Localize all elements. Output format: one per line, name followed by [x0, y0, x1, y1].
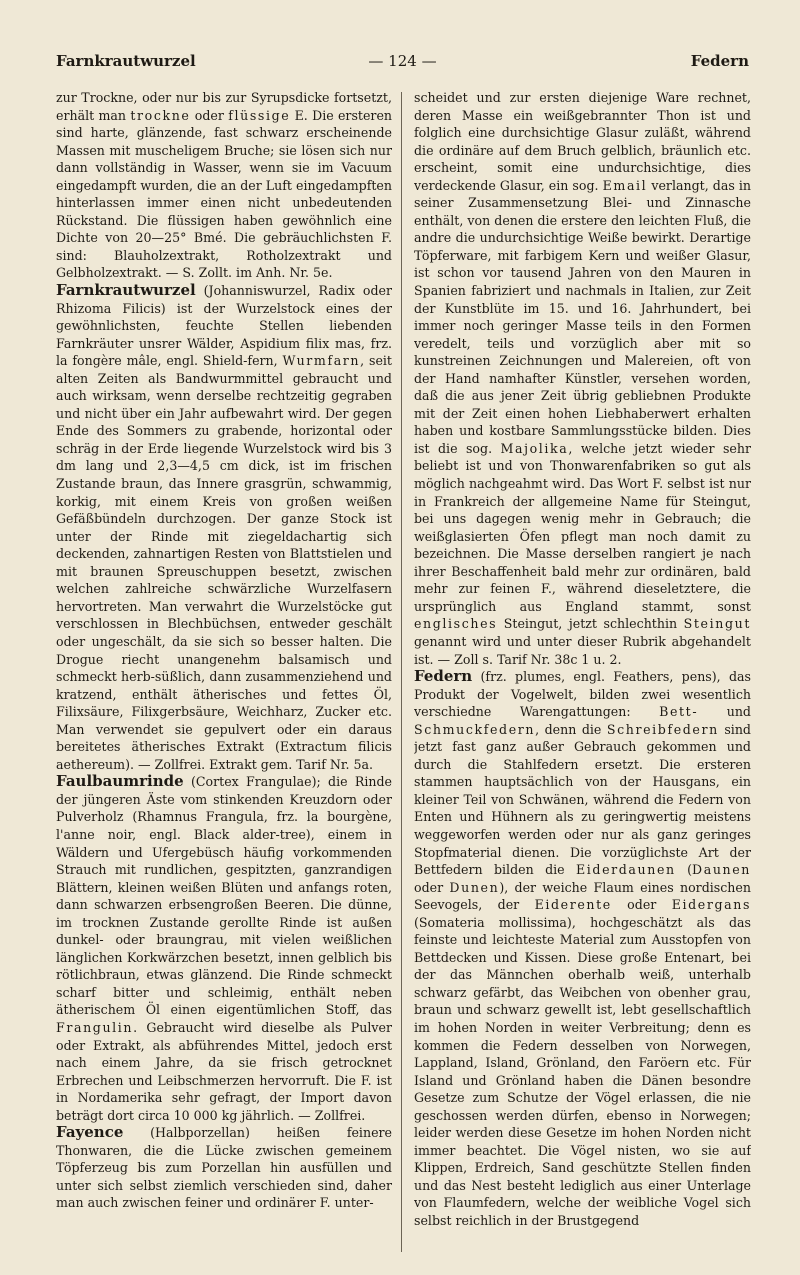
text-run: Steingut, jetzt schlechthin — [497, 616, 684, 632]
spaced-term: Frangulin — [56, 1019, 134, 1035]
spaced-term: flüssige — [228, 107, 291, 123]
entry-federn — [414, 668, 751, 1230]
header-left-keyword: Farnkrautwurzel — [56, 52, 196, 70]
text-run: , seit alten Zeiten als Bandwurmmittel gebraucht und auch wirksam, wenn derselbe rechtzeitig gegraben und nicht über ein Jahr aufbewahrt wird. Der gegen Ende des Sommers zu grabende, horizontal oder schräg in der Erde liegende Wurzelstock wird bis 3 dm lang und 2,3—4,5 cm dick, ist im frischen Zustande braun, das Innere grasgrün, schwammig, korkig, mit einem Kreis von großen weißen Gefäßbündeln durchzogen. Der ganze Stock ist unter der Rinde mit ziegeldachartig sich deckenden, zahnartigen Resten von Blattstielen und mit braunen Spreuschuppen besetzt, zwischen welchen zahlreiche schwärzliche Wurzelfasern hervortreten. Man verwahrt die Wurzelstöcke gut verschlossen in Blechbüchsen, entweder geschält oder ungeschält, da sie sich so besser halten. Die Drogue riecht unangenehm balsamisch und schmeckt herb-süßlich, dann zusammenziehend und kratzend, enthält ätherisches und fettes Öl, Filixsäure, Filixgerbsäure, Weichharz, Zucker etc. Man verwendet sie gepulvert oder ein daraus bereitetes ätherisches Extrakt (Extractum filicis aethereum). — Zollfrei. Extrakt gem. Tarif Nr. 5a. — [56, 353, 392, 772]
spaced-term: Steingut — [683, 616, 751, 632]
text-run: (Cortex Frangulae); die Rinde der jüngeren Äste vom stinkenden Kreuzdorn oder Pulverholz (Rhamnus Frangula, frz. la bourgène, l'anne noir, engl. Black alder-tree), einem in Wäldern und Ufergebüsch häufig vorkommenden Strauch mit rundlichen, gespitzten, ganzrandigen Blättern, kleinen weißen Blüten und anfangs roten, dann schwarzen erbsengroßen Beeren. Die dünne, im trocknen Zustande gerollte Rinde ist außen dunkel- oder braungrau, mit vielen weißlichen länglichen Korkwärzchen besetzt, innen gelblich bis rötlichbraun, etwas glänzend. Die Rinde schmeckt scharf bitter und schleimig, enthält neben ätherischem Öl einen eigentümlichen Stoff, das — [56, 774, 392, 1018]
spaced-term: Schmuckfedern — [414, 721, 536, 737]
spaced-term: Dunen — [449, 879, 500, 895]
text-run: (Somateria mollissima), hochgeschätzt als das feinste und leichteste Material zum Ausstopfen von Bettdecken und Kissen. Diese große Entenart, bei der das Männchen oberhalb weiß, unterhalb schwarz gefärbt, das Weibchen von obenher grau, braun und schwarz gewellt ist, lebt gesellschaftlich im hohen Norden in weiter Verbreitung; denn es kommen die Federn desselben von Norwegen, Lappland, Island, Grönland, den Faröern etc. Für Island und Grönland haben die Dänen besondre Gesetze zum Schutze der Vögel erlassen, die nie geschossen werden dürfen, ebenso in Norwegen; leider werden diese Gesetze im hohen Norden nicht immer beachtet. Die Vögel nisten, wo sie auf Klippen, Erdreich, Sand geschützte Stellen finden und das Nest besteht lediglich aus einer Unterlage von Flaumfedern, welche der weibliche Vogel sich selbst reichlich in der Brustgegend — [414, 914, 751, 1228]
text-run: (frz. plumes, engl. Feathers, pens), das Produkt der Vogelwelt, bilden zwei wesentlich verschiedne Warengattungen: — [414, 669, 751, 720]
spaced-term: Daunen — [692, 862, 751, 878]
text-run: E. Die ersteren sind harte, glänzende, fast schwarz erscheinende Massen mit muscheligem Bruche; sie lösen sich nur dann vollständig in Wasser, wenn sie im Vacuum eingedampft wurden, die an der Luft eingedampften hinterlassen immer einen nicht unbedeutenden Rückstand. Die flüssigen haben gewöhnlich eine Dichte von 20—25° Bmé. Die gebräuchlichsten F. sind: Blauholzextrakt, Rotholzextrakt und Gelbholzextrakt. — S. Zollt. im Anh. Nr. 5e. — [56, 107, 392, 281]
text-run: genannt wird und unter dieser Rubrik abgehandelt ist. — Zoll s. Tarif Nr. 38c 1 u. 2. — [414, 633, 751, 667]
spaced-term: Eiderdaunen — [576, 862, 676, 878]
text-run: , denn die — [535, 721, 607, 737]
text-run: scheidet und zur ersten diejenige Ware rechnet, deren Masse ein weißgebrannter Thon ist und folglich eine durchsichtige Glasur zuläßt, während die ordinäre auf dem Bruch gelblich, bräunlich etc. erscheint, somit eine undurchsichtige, dies verdeckende Glasur, ein sog. — [414, 90, 751, 193]
spaced-term: trockne — [130, 107, 191, 123]
entry-headword: Farnkrautwurzel — [56, 281, 196, 300]
entry-headword: Fayence — [56, 1123, 124, 1142]
text-run: sind jetzt fast ganz außer Gebrauch gekommen und durch die Stahlfedern ersetzt. Die ersteren stammen hauptsächlich von der Hausgans, ein kleiner Teil von Schwänen, während die Federn von Enten und Hühnern als zu geringwertig meistens weggeworfen werden oder nur als ganz geringes Stopfmaterial dienen. Die vorzüglichste Art der Bettfedern bilden die — [414, 721, 751, 878]
text-run: oder — [190, 107, 229, 123]
text-run: (Halbporzellan) heißen feinere Thonwaren, die die Lücke zwischen gemeinem Töpferzeug bis zum Porzellan hin ausfüllen und unter sich selbst ziemlich verschieden sind, daher man auch zwischen feiner und ordinärer F. unter- — [56, 1125, 392, 1211]
spaced-term: Bett- — [659, 704, 699, 720]
text-run: oder — [414, 879, 450, 895]
header-right-keyword: Federn — [690, 52, 749, 70]
spaced-term: Email — [602, 177, 648, 193]
entry-faulbaumrinde — [56, 773, 392, 1124]
left-column — [56, 89, 392, 1261]
spaced-term: englisches — [414, 616, 498, 632]
column-divider — [401, 92, 402, 1252]
entry-farnkrautwurzel — [56, 282, 392, 773]
text-run: oder — [611, 897, 672, 913]
text-run: ( — [675, 862, 693, 878]
text-run: , welche jetzt wieder sehr beliebt ist und von Thonwarenfabriken so gut als möglich nachgeahmt wird. Das Wort F. selbst ist nur in Frankreich der allgemeine Name für Steingut, bei uns dagegen wenig mehr in Gebrauch; die weißglasierten Öfen pflegt man noch damit zu bezeichnen. Die Masse derselben rangiert je nach ihrer Beschaffenheit bald mehr zur ordinären, bald mehr zur feinen F., während dieseletztere, die ursprünglich aus England stammt, sonst — [414, 440, 751, 614]
entry-headword: Faulbaumrinde — [56, 772, 184, 791]
spaced-term: Majolika — [500, 440, 569, 456]
entry-continuation-fayence — [414, 89, 751, 668]
text-run: verlangt, das in seiner Zusammensetzung Blei- und Zinnasche enthält, von denen die erstere den leichten Fluß, die andre die undurchsichtige Weiße bewirkt. Derartige Töpferware, mit farbigem Kern und weißer Glasur, ist schon vor tausend Jahren von den Mauren in Spanien fabriziert und nachmals in Italien, zur Zeit der Kunstblüte im 15. und 16. Jahrhundert, bei immer noch geringer Masse teils in den Formen veredelt, teils und vorzüglich aber mit so kunstreinen Zeichnungen und Malereien, oft von der Hand namhafter Künstler, versehen worden, daß die aus jener Zeit übrig gebliebnen Produkte mit der Zeit einen hohen Liebhaberwert erhalten haben und kostbare Sammlungsstücke bilden. Dies ist die sog. — [414, 177, 751, 456]
spaced-term: Wurmfarn — [282, 353, 361, 369]
spaced-term: Schreibfedern — [606, 721, 719, 737]
text-run: ), der weiche Flaum eines nordischen Seevogels, der — [414, 879, 751, 913]
text-run: (Johanniswurzel, Radix oder Rhizoma Filicis) ist der Wurzelstock eines der gewöhnlichsten, feuchte Stellen liebenden Farnkräuter unsrer Wälder, Aspidium filix mas, frz. la fongère mâle, engl. Shield-fern, — [56, 283, 392, 369]
page-number: — 124 — — [368, 52, 437, 70]
text-run: zur Trockne, oder nur bis zur Syrupsdicke fortsetzt, erhält man — [56, 90, 392, 123]
spaced-term: Eidergans — [671, 897, 751, 913]
right-column — [414, 89, 751, 1261]
text-run: und — [698, 704, 751, 720]
entry-continuation-extrakte — [56, 89, 392, 282]
entry-headword: Federn — [414, 667, 473, 686]
spaced-term: Eiderente — [534, 897, 612, 913]
text-run: . Gebraucht wird dieselbe als Pulver oder Extrakt, als abführendes Mittel, jedoch erst nach einem Jahre, da sie frisch getrocknet Erbrechen und Leibschmerzen hervorruft. Die F. ist in Nordamerika sehr gefragt, der Import davon beträgt dort circa 10 000 kg jährlich. — Zollfrei. — [56, 1019, 392, 1123]
running-header — [56, 50, 749, 72]
entry-fayence — [56, 1124, 392, 1212]
